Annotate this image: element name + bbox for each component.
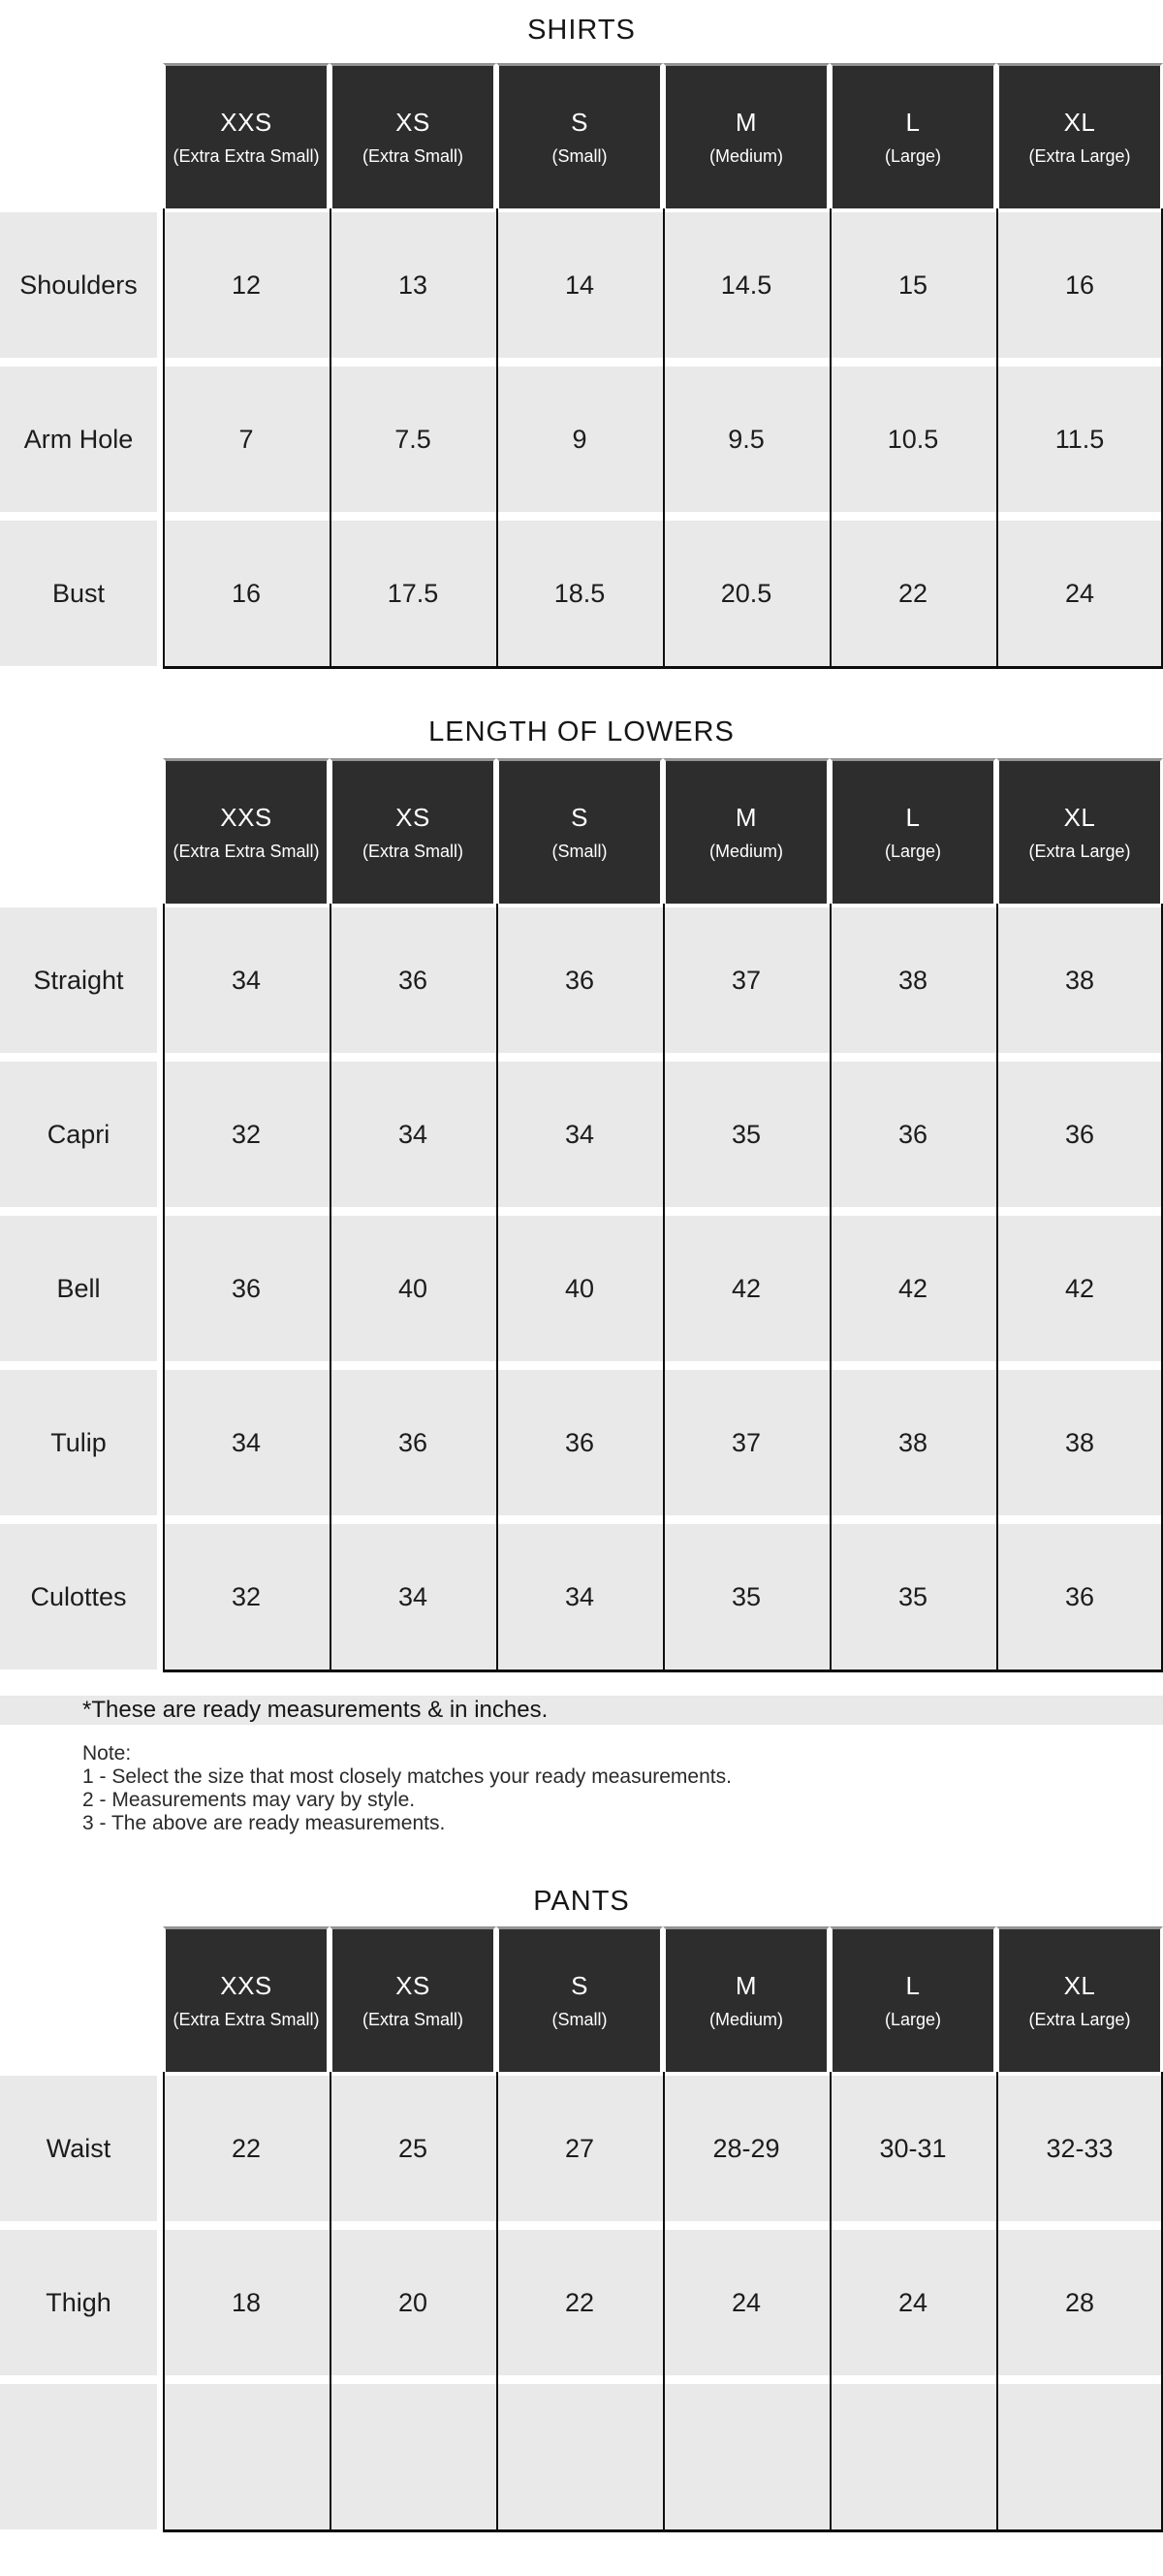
note-line: 2 - Measurements may vary by style.: [82, 1789, 416, 1811]
size-label: XS: [395, 1971, 430, 2000]
table-row: [0, 212, 1163, 358]
data-cell: 36: [496, 907, 663, 1053]
size-label: M: [735, 803, 758, 832]
data-cell: 18: [163, 2230, 330, 2375]
data-cell: 34: [163, 1370, 330, 1515]
note-heading: Note:: [82, 1742, 132, 1765]
data-cell: 7.5: [330, 366, 496, 512]
data-cell: [830, 2384, 996, 2529]
size-sublabel: (Extra Small): [361, 2010, 463, 2029]
size-label: XXS: [220, 1971, 272, 2000]
pants-table-title: PANTS: [533, 1886, 630, 1917]
column-divider: [830, 208, 832, 669]
row-label-cell: Bust: [0, 521, 163, 666]
header-spacer: [0, 63, 163, 208]
row-label-cell: Waist: [0, 2076, 163, 2221]
data-cell: 32: [163, 1524, 330, 1670]
table-row: [0, 1062, 1163, 1207]
column-divider: [496, 2072, 498, 2532]
data-cell: 35: [663, 1062, 830, 1207]
column-divider: [163, 2072, 165, 2532]
size-header-cell: [830, 758, 996, 904]
row-label-cell: Arm Hole: [0, 366, 163, 512]
size-header-cell: [830, 1926, 996, 2072]
size-header-cell: [163, 758, 330, 904]
size-sublabel: (Large): [884, 146, 942, 166]
size-sublabel: (Small): [551, 842, 608, 861]
shirts-size-table: [0, 63, 1163, 669]
size-label: XXS: [220, 803, 272, 832]
size-label: XXS: [220, 108, 272, 137]
size-header-cell: [330, 758, 496, 904]
data-cell: 24: [663, 2230, 830, 2375]
data-cell: 42: [830, 1216, 996, 1361]
size-header-cell: [496, 1926, 663, 2072]
data-cell: 28-29: [663, 2076, 830, 2221]
header-spacer: [0, 758, 163, 904]
data-cell: 34: [163, 907, 330, 1053]
lowers-size-table: [0, 758, 1163, 1672]
table-row: [0, 1524, 1163, 1670]
header-spacer: [0, 1926, 163, 2072]
size-label: S: [571, 803, 588, 832]
size-sublabel: (Extra Large): [1028, 2010, 1131, 2029]
data-cell: 36: [830, 1062, 996, 1207]
data-cell: 36: [330, 1370, 496, 1515]
data-cell: 38: [830, 907, 996, 1053]
column-divider: [330, 2072, 331, 2532]
row-label-cell: Straight: [0, 907, 163, 1053]
data-cell: 36: [163, 1216, 330, 1361]
size-label: L: [905, 1971, 921, 2000]
size-header-cell: [830, 63, 996, 208]
data-cell: 15: [830, 212, 996, 358]
column-divider: [663, 208, 665, 669]
data-cell: 22: [163, 2076, 330, 2221]
data-cell: 32: [163, 1062, 330, 1207]
data-cell: 35: [830, 1524, 996, 1670]
table-row: [0, 1216, 1163, 1361]
lowers-table-title: LENGTH OF LOWERS: [428, 716, 735, 747]
data-cell: 34: [330, 1524, 496, 1670]
data-cell: 16: [163, 521, 330, 666]
data-cell: 11.5: [996, 366, 1163, 512]
data-cell: 20.5: [663, 521, 830, 666]
table-row: [0, 2076, 1163, 2221]
data-cell: 36: [330, 907, 496, 1053]
data-cell: 14.5: [663, 212, 830, 358]
size-header-cell: [996, 63, 1163, 208]
column-divider: [330, 208, 331, 669]
row-label-cell: Shoulders: [0, 212, 163, 358]
data-cell: 38: [830, 1370, 996, 1515]
data-cell: [496, 2384, 663, 2529]
data-cell: 38: [996, 1370, 1163, 1515]
data-cell: 24: [996, 521, 1163, 666]
data-cell: 14: [496, 212, 663, 358]
column-divider: [830, 2072, 832, 2532]
size-label: XL: [1063, 1971, 1096, 2000]
data-cell: 37: [663, 907, 830, 1053]
data-cell: 34: [330, 1062, 496, 1207]
data-cell: 36: [996, 1524, 1163, 1670]
row-label-cell: [0, 2384, 163, 2529]
data-cell: 42: [996, 1216, 1163, 1361]
size-label: S: [571, 1971, 588, 2000]
size-sublabel: (Extra Extra Small): [173, 2010, 320, 2029]
table-row: [0, 2230, 1163, 2375]
data-cell: 13: [330, 212, 496, 358]
footnote-band: [0, 1696, 1163, 1725]
size-sublabel: (Small): [551, 2010, 608, 2029]
data-cell: [996, 2384, 1163, 2529]
data-cell: 32-33: [996, 2076, 1163, 2221]
data-cell: 36: [496, 1370, 663, 1515]
size-label: S: [571, 108, 588, 137]
column-divider: [996, 2072, 998, 2532]
size-header-cell: [496, 758, 663, 904]
size-label: XS: [395, 108, 430, 137]
data-cell: 25: [330, 2076, 496, 2221]
row-label-cell: Culottes: [0, 1524, 163, 1670]
size-label: XL: [1063, 803, 1096, 832]
data-cell: 24: [830, 2230, 996, 2375]
size-header-cell: [996, 758, 1163, 904]
size-sublabel: (Large): [884, 842, 942, 861]
size-sublabel: (Extra Extra Small): [173, 842, 320, 861]
note-line: 1 - Select the size that most closely matches your ready measurements.: [82, 1765, 732, 1788]
shirts-table-title: SHIRTS: [527, 15, 636, 46]
size-sublabel: (Extra Extra Small): [173, 146, 320, 166]
table-row: [0, 521, 1163, 666]
row-label-cell: Thigh: [0, 2230, 163, 2375]
size-label: XS: [395, 803, 430, 832]
data-cell: 22: [830, 521, 996, 666]
size-label: L: [905, 108, 921, 137]
size-header-row: [0, 1926, 1163, 2072]
data-cell: 27: [496, 2076, 663, 2221]
data-cell: 20: [330, 2230, 496, 2375]
size-header-cell: [496, 63, 663, 208]
data-cell: 16: [996, 212, 1163, 358]
data-cell: [163, 2384, 330, 2529]
column-divider: [830, 904, 832, 1672]
size-sublabel: (Small): [551, 146, 608, 166]
footnote-text: *These are ready measurements & in inches.: [82, 1697, 549, 1723]
data-cell: 38: [996, 907, 1163, 1053]
column-divider: [663, 904, 665, 1672]
size-sublabel: (Extra Large): [1028, 842, 1131, 861]
data-cell: [330, 2384, 496, 2529]
table-row: [0, 1370, 1163, 1515]
data-cell: 36: [996, 1062, 1163, 1207]
size-header-cell: [996, 1926, 1163, 2072]
size-header-cell: [663, 63, 830, 208]
size-header-cell: [163, 63, 330, 208]
note-line: 3 - The above are ready measurements.: [82, 1812, 446, 1834]
size-sublabel: (Medium): [708, 2010, 783, 2029]
data-cell: 42: [663, 1216, 830, 1361]
size-header-cell: [163, 1926, 330, 2072]
notes-block: [0, 1742, 1163, 1835]
data-cell: 10.5: [830, 366, 996, 512]
table-row: [0, 907, 1163, 1053]
size-header-cell: [330, 1926, 496, 2072]
size-sublabel: (Extra Large): [1028, 146, 1131, 166]
column-divider: [163, 904, 165, 1672]
size-sublabel: (Large): [884, 2010, 942, 2029]
data-cell: 22: [496, 2230, 663, 2375]
data-cell: 30-31: [830, 2076, 996, 2221]
size-header-cell: [330, 63, 496, 208]
data-cell: 35: [663, 1524, 830, 1670]
size-sublabel: (Extra Small): [361, 842, 463, 861]
size-header-cell: [663, 1926, 830, 2072]
column-divider: [163, 208, 165, 669]
data-cell: 34: [496, 1062, 663, 1207]
column-divider: [330, 904, 331, 1672]
size-label: M: [735, 108, 758, 137]
data-cell: 17.5: [330, 521, 496, 666]
data-cell: 40: [330, 1216, 496, 1361]
size-header-cell: [663, 758, 830, 904]
data-cell: 12: [163, 212, 330, 358]
column-divider: [663, 2072, 665, 2532]
data-cell: 40: [496, 1216, 663, 1361]
data-cell: 18.5: [496, 521, 663, 666]
data-cell: [663, 2384, 830, 2529]
size-label: L: [905, 803, 921, 832]
column-divider: [496, 208, 498, 669]
size-header-row: [0, 758, 1163, 904]
data-cell: 9.5: [663, 366, 830, 512]
column-divider: [496, 904, 498, 1672]
table-row: [0, 2384, 1163, 2529]
column-divider: [996, 904, 998, 1672]
pants-size-table: [0, 1926, 1163, 2532]
column-divider: [996, 208, 998, 669]
size-header-row: [0, 63, 1163, 208]
size-sublabel: (Medium): [708, 842, 783, 861]
size-sublabel: (Medium): [708, 146, 783, 166]
size-label: M: [735, 1971, 758, 2000]
data-cell: 28: [996, 2230, 1163, 2375]
data-cell: 7: [163, 366, 330, 512]
data-cell: 37: [663, 1370, 830, 1515]
data-cell: 34: [496, 1524, 663, 1670]
data-cell: 9: [496, 366, 663, 512]
table-row: [0, 366, 1163, 512]
row-label-cell: Tulip: [0, 1370, 163, 1515]
row-label-cell: Capri: [0, 1062, 163, 1207]
row-label-cell: Bell: [0, 1216, 163, 1361]
size-sublabel: (Extra Small): [361, 146, 463, 166]
size-label: XL: [1063, 108, 1096, 137]
